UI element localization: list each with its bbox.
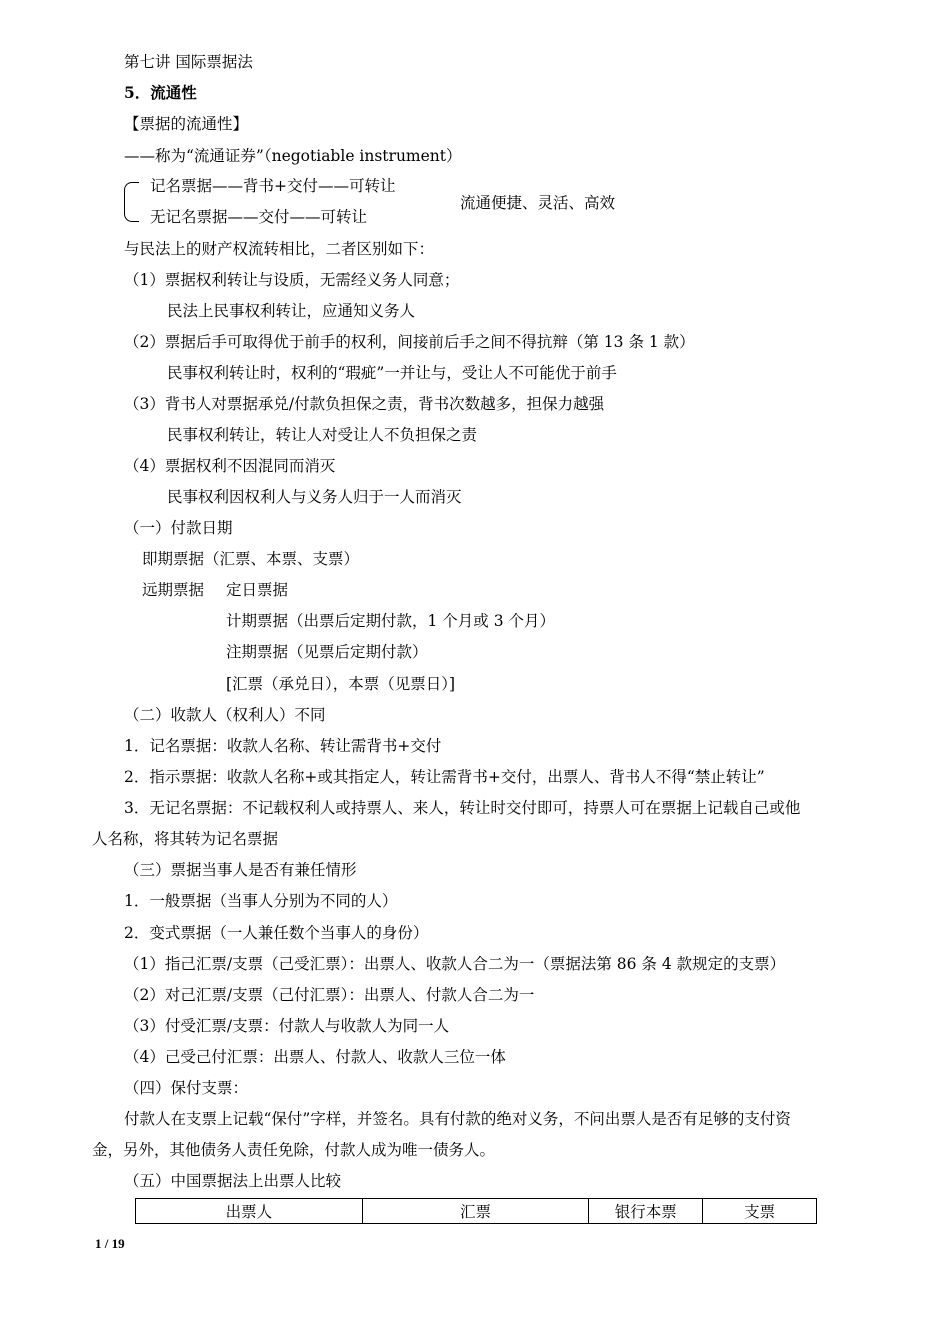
section-heading: 5．流通性	[124, 83, 197, 102]
table-header-cell: 支票	[703, 1199, 817, 1224]
text-line: 1．记名票据：收款人名称、转让需背书+交付	[124, 737, 442, 755]
text-line: 金，另外，其他债务人责任免除，付款人成为唯一债务人。	[92, 1141, 496, 1159]
text-line: 民事权利因权利人与义务人归于一人而消灭	[167, 488, 462, 506]
text-line: 2．变式票据（一人兼任数个当事人的身份）	[124, 924, 429, 942]
text-line: （1）票据权利转让与设质，无需经义务人同意；	[124, 271, 460, 289]
text-line: 流通便捷、灵活、高效	[460, 194, 616, 212]
text-line: ——称为“流通证券”（negotiable instrument）	[124, 147, 462, 165]
text-line: 无记名票据——交付——可转让	[150, 208, 368, 226]
text-line: 付款人在支票上记载“保付”字样，并签名。具有付款的绝对义务，不问出票人是否有足够的支付资	[124, 1110, 791, 1128]
text-line: （1）指己汇票/支票（己受汇票）：出票人、收款人合二为一（票据法第 86 条 4 款规定的支票）	[124, 955, 786, 973]
text-line: 与民法上的财产权流转相比，二者区别如下：	[124, 240, 435, 258]
text-line: 注期票据（见票后定期付款）	[226, 643, 428, 661]
text-line: （4）票据权利不因混同而消灭	[124, 457, 336, 475]
text-line: 定日票据	[226, 581, 289, 599]
comparison-table	[135, 1198, 817, 1224]
text-line: （2）票据后手可取得优于前手的权利，间接前后手之间不得抗辩（第 13 条 1 款）	[124, 333, 695, 351]
lecture-title: 第七讲 国际票据法	[124, 53, 253, 71]
subsection-heading: （一）付款日期	[124, 519, 233, 537]
table-header-row	[136, 1199, 817, 1224]
text-line: 民事权利转让时，权利的“瑕疵”一并让与，受让人不可能优于前手	[167, 364, 617, 382]
subsection-heading: （五）中国票据法上出票人比较	[124, 1172, 342, 1190]
table-header-cell: 银行本票	[589, 1199, 703, 1224]
text-line: 即期票据（汇票、本票、支票）	[142, 550, 360, 568]
table-header-cell: 汇票	[362, 1199, 589, 1224]
text-line: 2．指示票据：收款人名称+或其指定人，转让需背书+交付，出票人、背书人不得“禁止转让”	[124, 768, 765, 786]
text-line: 民法上民事权利转让，应通知义务人	[167, 302, 416, 320]
table-header-cell: 出票人	[136, 1199, 363, 1224]
text-line: 人名称，将其转为记名票据	[92, 830, 279, 848]
subsection-heading: （四）保付支票：	[124, 1079, 249, 1097]
text-line: 3．无记名票据：不记载权利人或持票人、来人，转让时交付即可，持票人可在票据上记载自己或他	[124, 799, 801, 817]
subsection-heading: （二）收款人（权利人）不同	[124, 706, 326, 724]
text-line: [汇票（承兑日），本票（见票日）]	[226, 675, 456, 693]
bracket-shape	[124, 182, 139, 222]
text-line: （4）己受己付汇票：出票人、付款人、收款人三位一体	[124, 1048, 506, 1066]
subsection-heading: 【票据的流通性】	[124, 115, 249, 133]
subsection-heading: （三）票据当事人是否有兼任情形	[124, 861, 357, 879]
text-line: 计期票据（出票后定期付款，1 个月或 3 个月）	[226, 612, 556, 630]
text-line: 1．一般票据（当事人分别为不同的人）	[124, 892, 398, 910]
text-line: （3）背书人对票据承兑/付款负担保之责，背书次数越多，担保力越强	[124, 395, 605, 413]
text-line: （2）对己汇票/支票（己付汇票）：出票人、付款人合二为一	[124, 986, 535, 1004]
text-line: 记名票据——背书+交付——可转让	[150, 177, 396, 195]
page-number: 1 / 19	[95, 1236, 125, 1251]
text-line: 远期票据	[142, 581, 205, 599]
text-line: （3）付受汇票/支票：付款人与收款人为同一人	[124, 1017, 450, 1035]
text-line: 民事权利转让，转让人对受让人不负担保之责	[167, 426, 478, 444]
